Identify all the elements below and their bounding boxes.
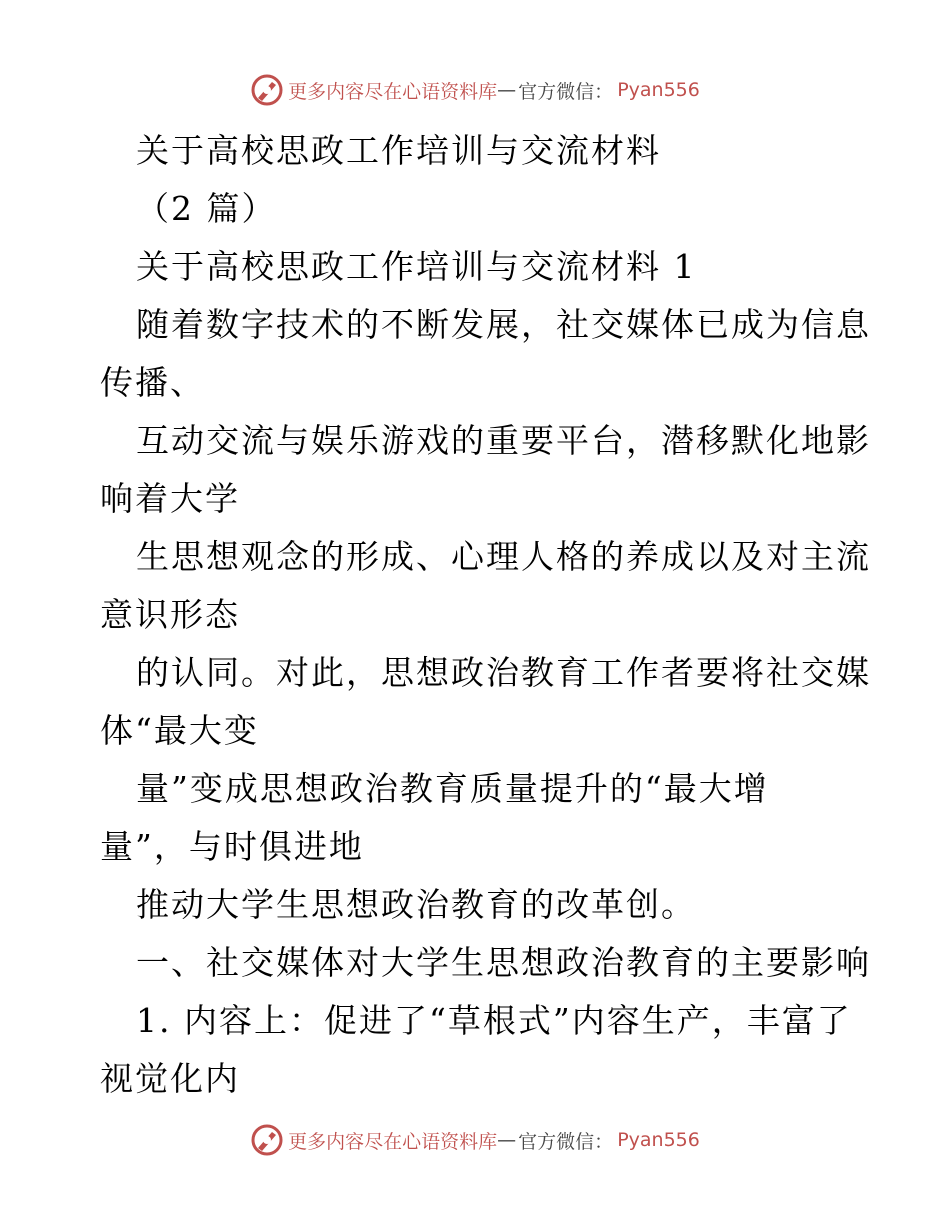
paragraph-line: 传播、 bbox=[100, 363, 205, 402]
paragraph-line: 体“最大变 bbox=[100, 711, 259, 750]
watermark-separator: — bbox=[497, 79, 517, 101]
section-heading: 一、社交媒体对大学生思想政治教育的主要影响 bbox=[136, 943, 871, 982]
paragraph-line: 1. 内容上：促进了“草根式”内容生产，丰富了 bbox=[136, 1001, 852, 1040]
watermark-wechat-id: Pyan556 bbox=[617, 79, 700, 101]
paragraph-line: 生思想观念的形成、心理人格的养成以及对主流 bbox=[136, 537, 871, 576]
paragraph-line: 量”变成思想政治教育质量提升的“最大增 bbox=[136, 769, 769, 808]
paragraph-line: 推动大学生思想政治教育的改革创。 bbox=[136, 885, 696, 924]
paragraph-line: 的认同。对此，思想政治教育工作者要将社交媒 bbox=[136, 653, 871, 692]
pen-logo-icon bbox=[250, 1123, 284, 1157]
watermark-separator: — bbox=[497, 1129, 517, 1151]
paragraph-line: 随着数字技术的不断发展，社交媒体已成为信息 bbox=[136, 305, 871, 344]
watermark-wechat-label: 官方微信： bbox=[518, 1130, 614, 1153]
paragraph-line: 响着大学 bbox=[100, 479, 240, 518]
paragraph-line: 互动交流与娱乐游戏的重要平台，潜移默化地影 bbox=[136, 421, 871, 460]
section-heading: 关于高校思政工作培训与交流材料 1 bbox=[136, 247, 697, 286]
watermark-wechat-id: Pyan556 bbox=[617, 1129, 700, 1151]
watermark-site-text: 更多内容尽在心语资料库 bbox=[288, 80, 498, 103]
document-title: 关于高校思政工作培训与交流材料 bbox=[136, 131, 661, 170]
paragraph-line: 量”，与时俱进地 bbox=[100, 827, 364, 866]
document-body bbox=[100, 122, 871, 1108]
document-subtitle: （2 篇） bbox=[136, 189, 277, 228]
watermark-site-text: 更多内容尽在心语资料库 bbox=[288, 1130, 498, 1153]
paragraph-line: 视觉化内 bbox=[100, 1059, 240, 1098]
watermark-wechat-label: 官方微信： bbox=[518, 80, 614, 103]
watermark-footer bbox=[0, 1120, 950, 1160]
paragraph-line: 意识形态 bbox=[100, 595, 240, 634]
watermark-header bbox=[0, 70, 950, 110]
pen-logo-icon bbox=[250, 73, 284, 107]
